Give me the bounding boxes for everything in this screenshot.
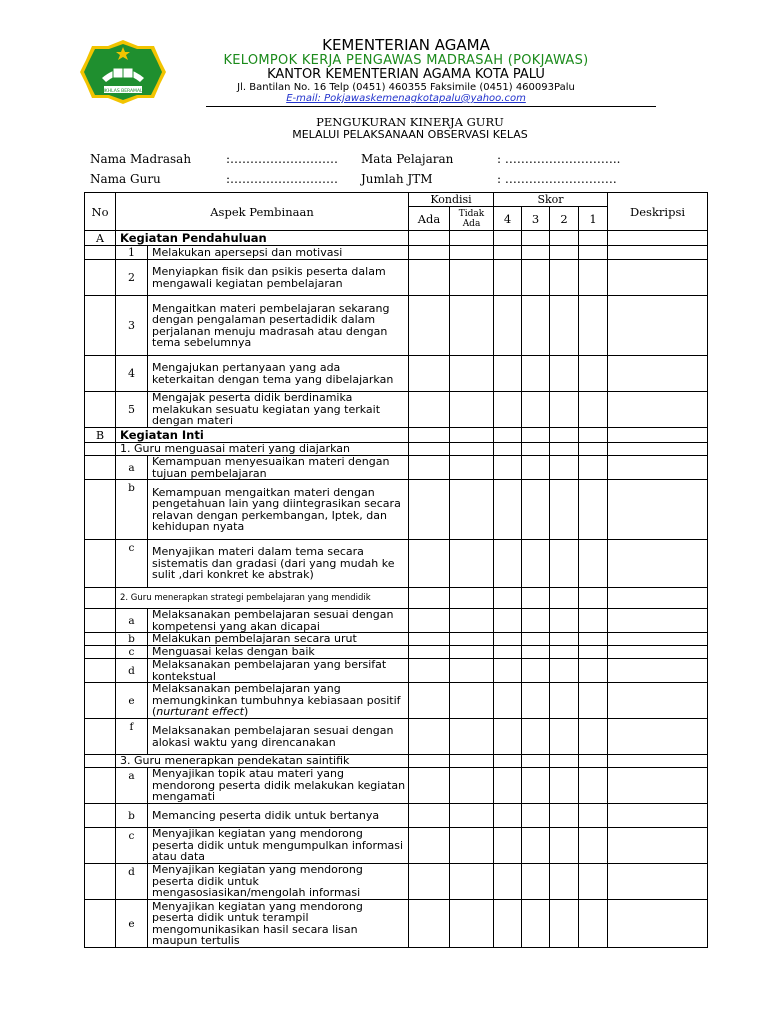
- madrasah-field[interactable]: :………………………: [226, 152, 339, 166]
- item-no: b: [116, 633, 148, 646]
- table-row: [85, 356, 708, 392]
- table-row: [85, 900, 708, 948]
- skor-cell[interactable]: [550, 755, 579, 768]
- deskripsi-cell[interactable]: [608, 392, 708, 428]
- ada-cell[interactable]: [409, 804, 450, 828]
- skor-cell[interactable]: [550, 231, 579, 246]
- skor-cell[interactable]: [579, 296, 608, 356]
- ada-cell[interactable]: [409, 540, 450, 588]
- subsection-title: 2. Guru menerapkan strategi pembelajaran yang mendidik: [116, 588, 409, 609]
- skor-cell[interactable]: [550, 443, 579, 456]
- skor-cell[interactable]: [494, 900, 522, 948]
- skor-cell[interactable]: [550, 646, 579, 659]
- item-text: Menyajikan kegiatan yang mendorong peserta didik untuk terampil mengomunikasikan hasil secara lisan maupun tertulis: [148, 900, 409, 948]
- col-ada-header: Ada: [409, 207, 450, 231]
- subsection-title: 1. Guru menguasai materi yang diajarkan: [116, 443, 409, 456]
- ada-cell[interactable]: [409, 659, 450, 683]
- table-row: [85, 864, 708, 900]
- ada-cell[interactable]: [409, 683, 450, 719]
- item-text: Menyajikan kegiatan yang mendorong peserta didik untuk mengasosiasikan/mengolah informasi: [148, 864, 409, 900]
- skor-cell[interactable]: [494, 828, 522, 864]
- item-text: Melaksanakan pembelajaran sesuai dengan kompetensi yang akan dicapai: [148, 609, 409, 633]
- skor-cell[interactable]: [522, 356, 550, 392]
- skor-cell[interactable]: [579, 480, 608, 540]
- item-text: Melaksanakan pembelajaran yang memungkinkan tumbuhnya kebiasaan positif (nurturant effect): [148, 683, 409, 719]
- skor-cell[interactable]: [579, 755, 608, 768]
- section-row-a: [85, 231, 708, 246]
- item-no: c: [116, 646, 148, 659]
- deskripsi-cell[interactable]: [608, 633, 708, 646]
- tidak-ada-cell[interactable]: [450, 356, 494, 392]
- madrasah-label: Nama Madrasah: [90, 152, 192, 166]
- deskripsi-cell[interactable]: [608, 480, 708, 540]
- guru-label: Nama Guru: [90, 172, 161, 186]
- ministry-name: KEMENTERIAN AGAMA: [322, 36, 490, 54]
- tidak-ada-cell[interactable]: [450, 609, 494, 633]
- skor-cell[interactable]: [494, 646, 522, 659]
- skor-cell[interactable]: [494, 231, 522, 246]
- table-row: [85, 392, 708, 428]
- skor-cell[interactable]: [579, 392, 608, 428]
- skor-cell[interactable]: [494, 719, 522, 755]
- skor-cell[interactable]: [494, 246, 522, 260]
- tidak-ada-cell[interactable]: [450, 588, 494, 609]
- deskripsi-cell[interactable]: [608, 260, 708, 296]
- tidak-ada-cell[interactable]: [450, 755, 494, 768]
- table-row: [85, 296, 708, 356]
- skor-cell[interactable]: [550, 246, 579, 260]
- skor-cell[interactable]: [522, 260, 550, 296]
- skor-cell[interactable]: [579, 683, 608, 719]
- ada-cell[interactable]: [409, 356, 450, 392]
- skor-cell[interactable]: [522, 456, 550, 480]
- skor-cell[interactable]: [550, 633, 579, 646]
- ada-cell[interactable]: [409, 609, 450, 633]
- skor-cell[interactable]: [494, 392, 522, 428]
- skor-cell[interactable]: [550, 260, 579, 296]
- ada-cell[interactable]: [409, 260, 450, 296]
- tidak-ada-cell[interactable]: [450, 683, 494, 719]
- skor-cell[interactable]: [494, 659, 522, 683]
- section-row-b: [85, 428, 708, 443]
- section-no: B: [85, 428, 116, 443]
- skor-cell[interactable]: [522, 246, 550, 260]
- skor-cell[interactable]: [579, 246, 608, 260]
- item-no: a: [116, 456, 148, 480]
- table-row: [85, 480, 708, 540]
- skor-cell[interactable]: [550, 659, 579, 683]
- deskripsi-cell[interactable]: [608, 719, 708, 755]
- skor-cell[interactable]: [522, 392, 550, 428]
- item-text: Mengajukan pertanyaan yang ada keterkaitan dengan tema yang dibelajarkan: [148, 356, 409, 392]
- skor-4-header: 4: [494, 207, 522, 231]
- skor-cell[interactable]: [522, 443, 550, 456]
- ada-cell[interactable]: [409, 900, 450, 948]
- item-text: Menyiapkan fisik dan psikis peserta dalam mengawali kegiatan pembelajaran: [148, 260, 409, 296]
- table-row: [85, 609, 708, 633]
- skor-cell[interactable]: [579, 428, 608, 443]
- skor-cell[interactable]: [550, 804, 579, 828]
- deskripsi-cell[interactable]: [608, 900, 708, 948]
- skor-cell[interactable]: [522, 659, 550, 683]
- skor-cell[interactable]: [494, 633, 522, 646]
- skor-cell[interactable]: [522, 683, 550, 719]
- skor-cell[interactable]: [579, 260, 608, 296]
- ada-cell[interactable]: [409, 296, 450, 356]
- item-text: Menyajikan topik atau materi yang mendorong peserta didik melakukan kegiatan mengamati: [148, 768, 409, 804]
- deskripsi-cell[interactable]: [608, 804, 708, 828]
- tidak-ada-cell[interactable]: [450, 864, 494, 900]
- item-no: 5: [116, 392, 148, 428]
- item-no: d: [116, 864, 148, 900]
- subsection-row: [85, 755, 708, 768]
- skor-cell[interactable]: [579, 719, 608, 755]
- tidak-ada-cell[interactable]: [450, 392, 494, 428]
- item-no: a: [116, 768, 148, 804]
- tidak-ada-cell[interactable]: [450, 828, 494, 864]
- skor-cell[interactable]: [550, 392, 579, 428]
- subsection-row: [85, 588, 708, 609]
- skor-cell[interactable]: [494, 428, 522, 443]
- item-no: d: [116, 659, 148, 683]
- skor-cell[interactable]: [579, 900, 608, 948]
- tidak-ada-cell[interactable]: [450, 231, 494, 246]
- skor-cell[interactable]: [522, 828, 550, 864]
- skor-cell[interactable]: [522, 646, 550, 659]
- jtm-label: Jumlah JTM: [361, 172, 433, 186]
- skor-cell[interactable]: [494, 683, 522, 719]
- skor-cell[interactable]: [550, 428, 579, 443]
- skor-cell[interactable]: [522, 755, 550, 768]
- skor-cell[interactable]: [550, 900, 579, 948]
- skor-cell[interactable]: [494, 864, 522, 900]
- tidak-ada-cell[interactable]: [450, 646, 494, 659]
- skor-cell[interactable]: [579, 609, 608, 633]
- skor-1-header: 1: [579, 207, 608, 231]
- col-no-header: No: [85, 193, 116, 231]
- tidak-ada-cell[interactable]: [450, 540, 494, 588]
- skor-cell[interactable]: [579, 356, 608, 392]
- skor-cell[interactable]: [550, 609, 579, 633]
- office-address: Jl. Bantilan No. 16 Telp (0451) 460355 Faksimile (0451) 460093Palu: [237, 82, 575, 93]
- item-text: Memancing peserta didik untuk bertanya: [148, 804, 409, 828]
- skor-cell[interactable]: [494, 804, 522, 828]
- deskripsi-cell[interactable]: [608, 755, 708, 768]
- skor-cell[interactable]: [522, 864, 550, 900]
- item-no: 2: [116, 260, 148, 296]
- ada-cell[interactable]: [409, 392, 450, 428]
- col-skor-header: Skor: [494, 193, 608, 207]
- document-title: PENGUKURAN KINERJA GURU: [316, 115, 504, 129]
- header-divider: [206, 106, 656, 107]
- skor-cell[interactable]: [494, 296, 522, 356]
- tidak-ada-cell[interactable]: [450, 456, 494, 480]
- deskripsi-cell[interactable]: [608, 828, 708, 864]
- guru-field[interactable]: :………………………: [226, 172, 339, 186]
- item-no: a: [116, 609, 148, 633]
- group-name: KELOMPOK KERJA PENGAWAS MADRASAH (POKJAWAS): [223, 53, 589, 68]
- ada-cell[interactable]: [409, 828, 450, 864]
- item-no: b: [116, 480, 148, 540]
- table-row: [85, 804, 708, 828]
- ada-cell[interactable]: [409, 443, 450, 456]
- deskripsi-cell[interactable]: [608, 231, 708, 246]
- deskripsi-cell[interactable]: [608, 246, 708, 260]
- deskripsi-cell[interactable]: [608, 609, 708, 633]
- skor-cell[interactable]: [522, 609, 550, 633]
- skor-cell[interactable]: [550, 588, 579, 609]
- skor-cell[interactable]: [494, 480, 522, 540]
- skor-cell[interactable]: [522, 296, 550, 356]
- table-row: [85, 633, 708, 646]
- ministry-logo: [80, 38, 166, 106]
- subsection-title: 3. Guru menerapkan pendekatan saintifik: [116, 755, 409, 768]
- skor-cell[interactable]: [494, 443, 522, 456]
- tidak-ada-cell[interactable]: [450, 719, 494, 755]
- deskripsi-cell[interactable]: [608, 588, 708, 609]
- ada-cell[interactable]: [409, 755, 450, 768]
- deskripsi-cell[interactable]: [608, 659, 708, 683]
- tidak-ada-cell[interactable]: [450, 246, 494, 260]
- item-no: e: [116, 900, 148, 948]
- skor-cell[interactable]: [522, 633, 550, 646]
- item-text: Mengaitkan materi pembelajaran sekarang dengan pengalaman pesertadidik dalam perjalanan menuju madrasah atau dengan tema sebelumnya: [148, 296, 409, 356]
- ada-cell[interactable]: [409, 864, 450, 900]
- tidak-ada-cell[interactable]: [450, 296, 494, 356]
- subsection-row: [85, 443, 708, 456]
- skor-cell[interactable]: [579, 443, 608, 456]
- skor-cell[interactable]: [522, 804, 550, 828]
- skor-2-header: 2: [550, 207, 579, 231]
- item-no: c: [116, 540, 148, 588]
- skor-cell[interactable]: [579, 231, 608, 246]
- deskripsi-cell[interactable]: [608, 768, 708, 804]
- col-aspek-header: Aspek Pembinaan: [116, 193, 409, 231]
- section-title: Kegiatan Inti: [116, 428, 409, 443]
- item-no: b: [116, 804, 148, 828]
- table-row: [85, 260, 708, 296]
- tidak-ada-cell[interactable]: [450, 633, 494, 646]
- mapel-label: Mata Pelajaran: [361, 152, 454, 166]
- tidak-ada-cell[interactable]: [450, 480, 494, 540]
- item-text-italic: nurturant effect: [156, 705, 244, 719]
- mapel-field[interactable]: : ………………………..: [497, 152, 621, 166]
- skor-cell[interactable]: [579, 828, 608, 864]
- item-text: Menyajikan materi dalam tema secara sistematis dan gradasi (dari yang mudah ke sulit ,dari konkret ke abstrak): [148, 540, 409, 588]
- item-text: Melaksanakan pembelajaran sesuai dengan alokasi waktu yang direncanakan: [148, 719, 409, 755]
- skor-cell[interactable]: [550, 828, 579, 864]
- item-text: Kemampuan menyesuaikan materi dengan tujuan pembelajaran: [148, 456, 409, 480]
- table-row: [85, 828, 708, 864]
- table-row: [85, 246, 708, 260]
- skor-cell[interactable]: [550, 540, 579, 588]
- tidak-ada-cell[interactable]: [450, 659, 494, 683]
- skor-cell[interactable]: [522, 231, 550, 246]
- table-row: [85, 768, 708, 804]
- skor-cell[interactable]: [494, 609, 522, 633]
- skor-cell[interactable]: [494, 768, 522, 804]
- deskripsi-cell[interactable]: [608, 296, 708, 356]
- logo-text: IKHLAS BERAMAL: [103, 89, 143, 94]
- col-deskripsi-header: Deskripsi: [608, 193, 708, 231]
- skor-cell[interactable]: [494, 588, 522, 609]
- item-no: c: [116, 828, 148, 864]
- skor-cell[interactable]: [494, 456, 522, 480]
- office-name: KANTOR KEMENTERIAN AGAMA KOTA PALU: [267, 67, 545, 82]
- item-text: Melakukan pembelajaran secara urut: [148, 633, 409, 646]
- skor-cell[interactable]: [522, 588, 550, 609]
- skor-cell[interactable]: [550, 480, 579, 540]
- item-no: f: [116, 719, 148, 755]
- skor-cell[interactable]: [494, 260, 522, 296]
- ada-cell[interactable]: [409, 246, 450, 260]
- document-subtitle: MELALUI PELAKSANAAN OBSERVASI KELAS: [292, 128, 528, 141]
- item-text: Kemampuan mengaitkan materi dengan pengetahuan lain yang diintegrasikan secara relavan dengan perkembangan, Iptek, dan kehidupan nyata: [148, 480, 409, 540]
- item-text: Melakukan apersepsi dan motivasi: [148, 246, 409, 260]
- tidak-ada-cell[interactable]: [450, 900, 494, 948]
- col-kondisi-header: Kondisi: [409, 193, 494, 207]
- ada-cell[interactable]: [409, 768, 450, 804]
- deskripsi-cell[interactable]: [608, 428, 708, 443]
- item-text: Mengajak peserta didik berdinamika melakukan sesuatu kegiatan yang terkait dengan materi: [148, 392, 409, 428]
- skor-3-header: 3: [522, 207, 550, 231]
- skor-cell[interactable]: [522, 480, 550, 540]
- skor-cell[interactable]: [579, 456, 608, 480]
- skor-cell[interactable]: [550, 296, 579, 356]
- skor-cell[interactable]: [579, 633, 608, 646]
- skor-cell[interactable]: [522, 540, 550, 588]
- skor-cell[interactable]: [579, 659, 608, 683]
- skor-cell[interactable]: [494, 755, 522, 768]
- tidak-ada-cell[interactable]: [450, 768, 494, 804]
- tidak-ada-cell[interactable]: [450, 428, 494, 443]
- table-row: [85, 540, 708, 588]
- deskripsi-cell[interactable]: [608, 646, 708, 659]
- skor-cell[interactable]: [494, 540, 522, 588]
- skor-cell[interactable]: [579, 804, 608, 828]
- skor-cell[interactable]: [550, 864, 579, 900]
- deskripsi-cell[interactable]: [608, 356, 708, 392]
- skor-cell[interactable]: [550, 683, 579, 719]
- deskripsi-cell[interactable]: [608, 683, 708, 719]
- jtm-field[interactable]: : ……………………….: [497, 172, 617, 186]
- skor-cell[interactable]: [550, 719, 579, 755]
- deskripsi-cell[interactable]: [608, 864, 708, 900]
- item-text: Melaksanakan pembelajaran yang bersifat kontekstual: [148, 659, 409, 683]
- deskripsi-cell[interactable]: [608, 443, 708, 456]
- item-no: 4: [116, 356, 148, 392]
- ada-cell[interactable]: [409, 231, 450, 246]
- skor-cell[interactable]: [579, 768, 608, 804]
- tidak-ada-cell[interactable]: [450, 443, 494, 456]
- observation-table: [84, 192, 708, 948]
- skor-cell[interactable]: [522, 768, 550, 804]
- col-tidak-ada-header: Tidak Ada: [450, 207, 494, 231]
- tidak-ada-cell[interactable]: [450, 804, 494, 828]
- item-no: 1: [116, 246, 148, 260]
- ada-cell[interactable]: [409, 719, 450, 755]
- ada-cell[interactable]: [409, 646, 450, 659]
- ada-cell[interactable]: [409, 480, 450, 540]
- item-no: e: [116, 683, 148, 719]
- deskripsi-cell[interactable]: [608, 540, 708, 588]
- section-title: Kegiatan Pendahuluan: [116, 231, 409, 246]
- ada-cell[interactable]: [409, 456, 450, 480]
- skor-cell[interactable]: [579, 540, 608, 588]
- email-link[interactable]: E-mail: Pokjawaskemenagkotapalu@yahoo.com: [286, 93, 526, 104]
- item-text: Menyajikan kegiatan yang mendorong peserta didik untuk mengumpulkan informasi atau data: [148, 828, 409, 864]
- ada-cell[interactable]: [409, 428, 450, 443]
- skor-cell[interactable]: [522, 719, 550, 755]
- item-no: 3: [116, 296, 148, 356]
- skor-cell[interactable]: [522, 428, 550, 443]
- table-row: [85, 719, 708, 755]
- skor-cell[interactable]: [579, 588, 608, 609]
- item-text: Menguasai kelas dengan baik: [148, 646, 409, 659]
- section-no: A: [85, 231, 116, 246]
- skor-cell[interactable]: [550, 456, 579, 480]
- skor-cell[interactable]: [550, 768, 579, 804]
- skor-cell[interactable]: [579, 864, 608, 900]
- deskripsi-cell[interactable]: [608, 456, 708, 480]
- ada-cell[interactable]: [409, 633, 450, 646]
- skor-cell[interactable]: [494, 356, 522, 392]
- tidak-ada-cell[interactable]: [450, 260, 494, 296]
- table-row: [85, 659, 708, 683]
- table-row: [85, 646, 708, 659]
- skor-cell[interactable]: [522, 900, 550, 948]
- skor-cell[interactable]: [550, 356, 579, 392]
- table-row: [85, 683, 708, 719]
- ada-cell[interactable]: [409, 588, 450, 609]
- table-row: [85, 456, 708, 480]
- skor-cell[interactable]: [579, 646, 608, 659]
